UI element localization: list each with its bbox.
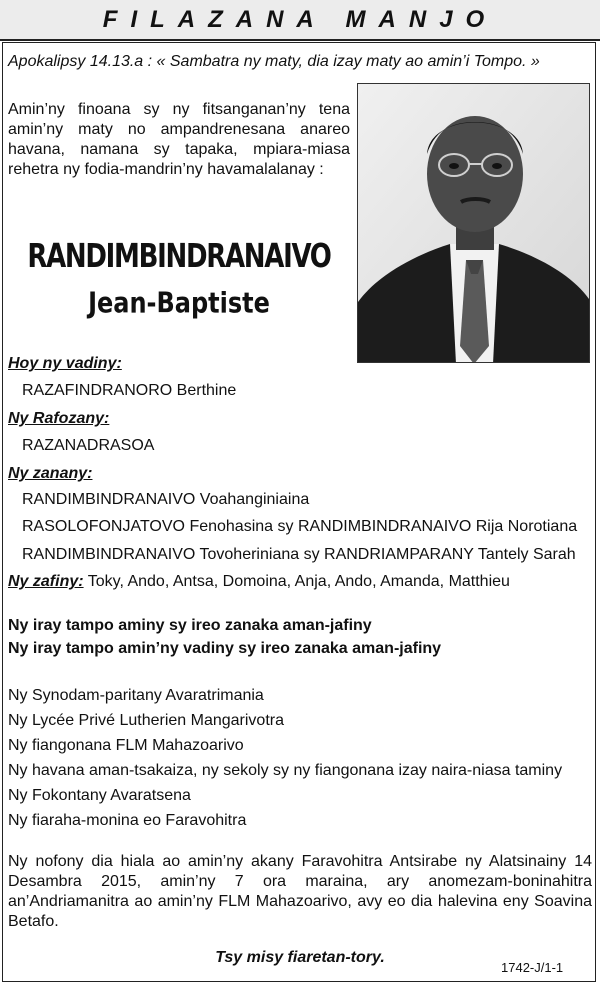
spouse-label: Hoy ny vadiny: bbox=[8, 355, 122, 372]
notice-header bbox=[0, 0, 600, 41]
relatives-line: Ny iray tampo amin’ny vadiny sy ireo zanaka aman-jafiny bbox=[8, 640, 442, 657]
child-line: RANDIMBINDRANAIVO Voahanginiaina bbox=[22, 491, 310, 508]
siblings-name: RAZANADRASOA bbox=[22, 437, 155, 454]
closing-line: Tsy misy fiaretan-tory. bbox=[215, 949, 385, 966]
grandchildren-names: Toky, Ando, Antsa, Domoina, Anja, Ando, Amanda, Matthieu bbox=[87, 573, 510, 590]
intro-paragraph: Amin’ny finoana sy ny fitsanganan’ny tena amin’ny maty no ampandrenesana anareo havana, namana sy tapaka, mpiara-miasa rehetra ny fodia-mandrin’ny havamalalanay : bbox=[8, 101, 350, 178]
organization-line: Ny fiaraha-monina eo Faravohitra bbox=[8, 812, 247, 829]
organization-line: Ny Fokontany Avaratsena bbox=[8, 787, 191, 804]
bible-verse: Apokalipsy 14.13.a : « Sambatra ny maty, dia izay maty ao amin’i Tompo. » bbox=[8, 53, 540, 70]
spouse-name: RAZAFINDRANORO Berthine bbox=[22, 382, 237, 399]
organization-line: Ny Lycée Privé Lutherien Mangarivotra bbox=[8, 712, 284, 729]
deceased-given-names: Jean-Baptiste bbox=[88, 286, 270, 320]
organization-line: Ny havana aman-tsakaiza, ny sekoly sy ny fiangonana izay naira-niasa taminy bbox=[8, 762, 563, 779]
child-line: RASOLOFONJATOVO Fenohasina sy RANDIMBINDRANAIVO Rija Norotiana bbox=[22, 518, 578, 535]
grandchildren-row bbox=[8, 572, 510, 592]
organization-line: Ny fiangonana FLM Mahazoarivo bbox=[8, 737, 244, 754]
deceased-surname: RANDIMBINDRANAIVO bbox=[27, 238, 331, 276]
relatives-line: Ny iray tampo aminy sy ireo zanaka aman-jafiny bbox=[8, 617, 372, 634]
organization-line: Ny Synodam-paritany Avaratrimania bbox=[8, 687, 264, 704]
child-line: RANDIMBINDRANAIVO Tovoheriniana sy RANDRIAMPARANY Tantely Sarah bbox=[22, 546, 576, 563]
notice-title: FILAZANA MANJO bbox=[102, 5, 498, 33]
siblings-label: Ny Rafozany: bbox=[8, 410, 110, 427]
funeral-notice: Ny nofony dia hiala ao amin’ny akany Faravohitra Antsirabe ny Alatsinainy 14 Desambra 2015, amin’ny 7 ora maraina, ary anomezam-boninahitra an’Andriamanitra ao amin’ny FLM Mahazoarivo, avy eo dia halevina eny Soavina Betafo. bbox=[8, 853, 592, 930]
children-label: Ny zanany: bbox=[8, 465, 93, 482]
deceased-portrait bbox=[357, 83, 590, 363]
grandchildren-label: Ny zafiny: bbox=[8, 573, 84, 590]
reference-code: 1742-J/1-1 bbox=[501, 960, 564, 975]
